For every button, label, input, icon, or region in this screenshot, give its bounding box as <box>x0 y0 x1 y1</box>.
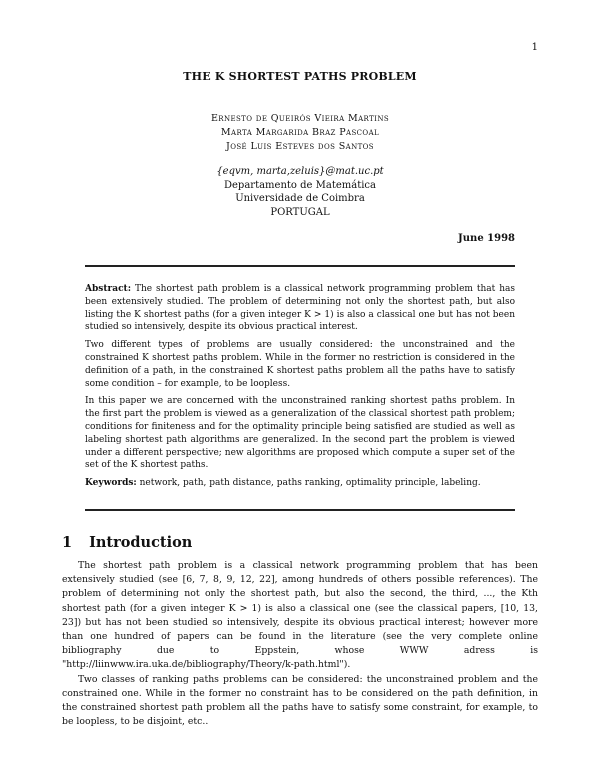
department: Departamento de Matemática <box>224 179 376 191</box>
abstract-top-rule <box>85 265 515 267</box>
paper-date: June 1998 <box>458 233 515 244</box>
section-number: 1 <box>62 534 73 551</box>
university: Universidade de Coimbra <box>235 193 365 204</box>
author-name: Ernesto de Queirós Vieira Martins <box>210 113 390 124</box>
author-name: Marta Margarida Braz Pascoal <box>220 127 380 138</box>
body-paragraph: Two classes of ranking paths problems can be considered: the unconstrained problem and the constrained one. While in the former no constraint has to be considered on the path definition, in the constrained shortest path problem all the paths have to satisfy some constraint, for example, to be loopless, to be disjoint, etc.. <box>62 673 538 728</box>
abstract-paragraph: Two different types of problems are usually considered: the unconstrained and the constrained K shortest paths problem. While in the former no restriction is considered in the definition of a path, in the constrained K shortest paths problem all the paths have to satisfy some condition – for example, to be loopless. <box>85 340 515 389</box>
keywords-line <box>85 477 515 490</box>
abstract-paragraph: In this paper we are concerned with the unconstrained ranking shortest paths problem. In the first part the problem is viewed as a generalization of the classical shortest path problem; conditions for finiteness and for the optimality principle being satisfied are studied as well as labeling shortest path algorithms are generalized. In the second part the problem is viewed under a different perspective; new algorithms are proposed which compute a super set of the set of the K shortest paths. <box>85 396 515 471</box>
abstract-label: Abstract: <box>85 284 132 294</box>
author-list <box>0 112 600 154</box>
section-heading <box>62 534 192 551</box>
introduction-body <box>62 559 538 729</box>
abstract-paragraph <box>85 283 515 334</box>
author-name: José Luis Esteves dos Santos <box>225 141 374 152</box>
author-email: {eqvm, marta,zeluis}@mat.uc.pt <box>216 166 384 177</box>
paper-title: THE K SHORTEST PATHS PROBLEM <box>183 70 417 83</box>
section-title: Introduction <box>89 534 193 551</box>
keywords-text: network, path, path distance, paths ranking, optimality principle, labeling. <box>139 478 481 489</box>
abstract-block <box>85 283 515 495</box>
abstract-bottom-rule <box>85 509 515 511</box>
affiliation <box>0 165 600 219</box>
page-number: 1 <box>531 42 538 53</box>
abstract-text: The shortest path problem is a classical network programming problem that has been extensively studied. The problem of determining not only the shortest path, but also listing the K shortest paths (for a given integer K > 1) is also a classical one but has not been studied so intensively, despite its obvious practical interest. <box>85 284 515 333</box>
keywords-label: Keywords: <box>85 478 137 489</box>
country: PORTUGAL <box>270 206 330 218</box>
body-paragraph: The shortest path problem is a classical network programming problem that has been extensively studied (see [6, 7, 8, 9, 12, 22], among hundreds of others possible references). The problem of determining not only the shortest path, but also the second, the third, ..., the Kth shortest path (for a given integer K > 1) is also a classical one (see the classical papers, [10, 13, 23]) but has not been studied so intensively, despite its obvious practical interest; however more than one hundred of papers can be found in the literature (see the very complete online bibliography due to Eppstein, whose WWW adress is "http://liinwww.ira.uka.de/bibliography/Theory/k-path.html"). <box>62 560 538 671</box>
